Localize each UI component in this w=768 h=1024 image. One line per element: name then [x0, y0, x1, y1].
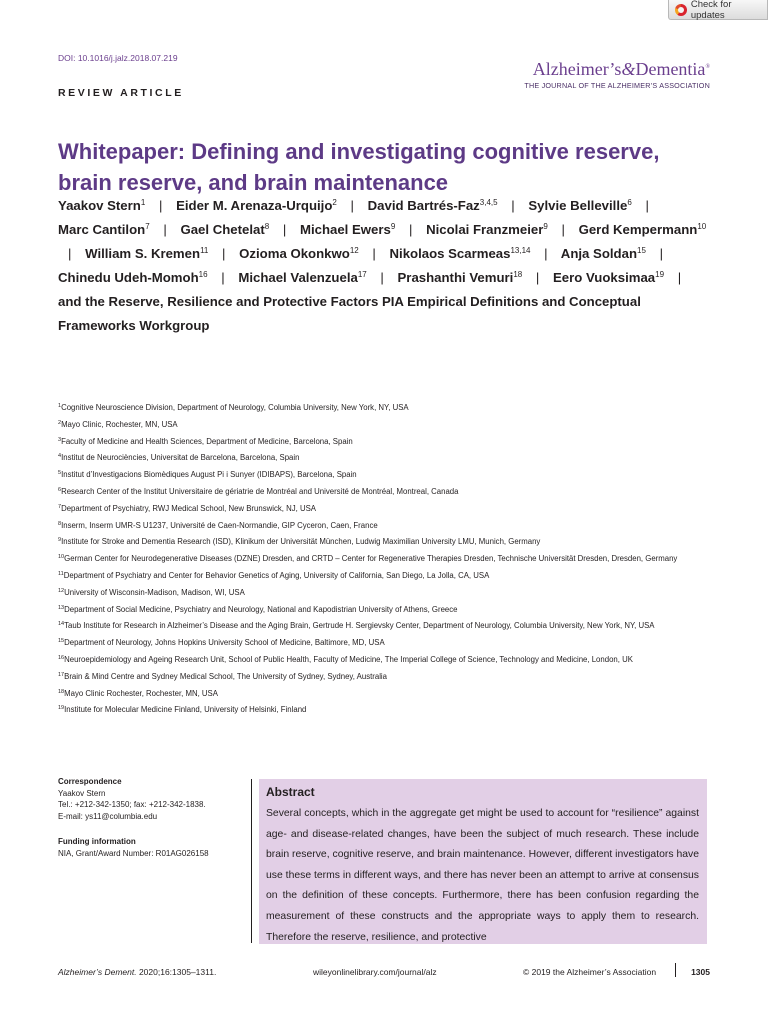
author-name: Michael Valenzuela$^{17}$	[238, 270, 367, 285]
author-name: Michael Ewers$^9$	[299, 222, 396, 237]
correspondence-email[interactable]: E-mail: ys11@columbia.edu	[58, 811, 158, 821]
author-affiliation-ref[interactable]: 2	[332, 198, 337, 207]
affiliation-item: $^4$Institut de Neurociències, Universitat de Barcelona, Barcelona, Spain	[58, 453, 300, 463]
affiliation-item: $^{18}$Mayo Clinic Rochester, Rochester, MN, USA	[58, 688, 218, 698]
author-separator: |	[645, 198, 649, 213]
author-separator: |	[221, 270, 225, 285]
author-name: Gerd Kempermann$^{10}$	[578, 222, 707, 237]
author-affiliation-ref[interactable]: 3,4,5	[479, 198, 498, 207]
author-separator: |	[535, 270, 540, 285]
check-for-updates-button[interactable]	[668, 0, 768, 20]
journal-name: Alzheimer’s&Dementia®	[532, 59, 710, 79]
affiliation-item: $^8$Inserm, Inserm UMR-S U1237, Université de Caen-Normandie, GIP Cyceron, Caen, France	[58, 520, 378, 530]
article-type: REVIEW ARTICLE	[58, 87, 184, 99]
funding-block	[58, 836, 238, 859]
author-affiliation-ref[interactable]: 18	[513, 270, 523, 279]
affiliation-item: $^{14}$Taub Institute for Research in Alzheimer’s Disease and the Aging Brain, Gertrude H. Sergievsky Center, Department of Neurology, Columbia University, New York, NY, USA	[58, 621, 655, 631]
affiliation-item: $^9$Institute for Stroke and Dementia Research (ISD), Klinikum der Universität München, Ludwig Maximilian University LMU, Munich, Germany	[58, 537, 541, 547]
affiliation-item: $^{16}$Neuroepidemiology and Ageing Research Unit, School of Public Health, Faculty of Medicine, The Imperial College of Science, Technology and Medicine, London, UK	[58, 654, 633, 664]
affiliation-item: $^6$Research Center of the Institut Universitaire de gériatrie de Montréal and Université de Montréal, Montreal, Canada	[58, 486, 459, 496]
author-separator: |	[222, 246, 226, 261]
author-separator: |	[408, 222, 413, 237]
affiliation-item: $^5$Institut d’Investigacions Biomèdiques August Pi i Sunyer (IDIBAPS), Barcelona, Spain	[58, 470, 357, 480]
author-name: Prashanthi Vemuri$^{18}$	[397, 270, 523, 285]
affiliation-item: $^3$Faculty of Medicine and Health Sciences, Department of Medicine, Barcelona, Spain	[58, 436, 353, 446]
author-name: David Bartrés-Faz$^{3,4,5}$	[367, 198, 498, 213]
author-name: Gael Chetelat$^8$	[180, 222, 270, 237]
correspondence-block	[58, 776, 238, 822]
author-separator: |	[68, 246, 72, 261]
author-affiliation-ref[interactable]: 11	[200, 246, 209, 255]
author-name: Nicolai Franzmeier$^9$	[426, 222, 548, 237]
author-affiliation-ref[interactable]: 15	[637, 246, 646, 255]
affiliation-item: $^{11}$Department of Psychiatry and Center for Behavior Genetics of Aging, University of California, San Diego, La Jolla, CA, USA	[58, 570, 490, 580]
author-affiliation-ref[interactable]: 16	[198, 270, 208, 279]
author-separator: |	[544, 246, 548, 261]
author-group-name: and the Reserve, Resilience and Protective Factors PIA Empirical Definitions and Conceptual Frameworks Workgroup	[58, 294, 641, 333]
check-for-updates-label: Check for updates	[690, 0, 732, 21]
doi-link[interactable]: DOI: 10.1016/j.jalz.2018.07.219	[58, 53, 178, 63]
author-separator: |	[350, 198, 354, 213]
author-separator: |	[163, 222, 167, 237]
affiliation-item: $^7$Department of Psychiatry, RWJ Medical School, New Brunswick, NJ, USA	[58, 503, 316, 513]
author-affiliation-ref[interactable]: 9	[543, 222, 548, 231]
affiliation-item: $^1$Cognitive Neuroscience Division, Department of Neurology, Columbia University, New York, NY, USA	[58, 403, 409, 412]
author-separator: |	[372, 246, 376, 261]
author-affiliation-ref[interactable]: 19	[655, 270, 665, 279]
abstract-heading: Abstract	[266, 785, 315, 799]
crossmark-icon	[675, 4, 687, 16]
author-separator: |	[380, 270, 384, 285]
footer-citation: Alzheimer’s Dement. 2020;16:1305–1311.	[58, 967, 217, 977]
author-affiliation-ref[interactable]: 10	[697, 222, 707, 231]
author-affiliation-ref[interactable]: 6	[627, 198, 632, 207]
author-affiliation-ref[interactable]: 12	[349, 246, 359, 255]
author-name: Eero Vuoksimaa$^{19}$	[553, 270, 665, 285]
author-name: Sylvie Belleville$^6$	[528, 198, 632, 213]
funding-text: NIA, Grant/Award Number: R01AG026158	[58, 848, 209, 858]
correspondence-phone: Tel.: +212-342-1350; fax: +212-342-1838.	[58, 800, 206, 810]
footer-url[interactable]: wileyonlinelibrary.com/journal/alz	[313, 967, 437, 977]
correspondence-name: Yaakov Stern	[58, 788, 106, 798]
sidebar-info	[58, 776, 238, 874]
abstract-text: Several concepts, which in the aggregate get might be used to account for “resilience” against age- and disease-related changes, have been the subject of much research. These include brain reserve, cognitive reserve, and brain maintenance. However, different investigators have use these terms in different ways, and there has never been an attempt to arrive at consensus on the definition of these concepts. Furthermore, there has been confusion regarding the measurement of these constructs and the appropriate ways to apply them to research. Therefore the reserve, resilience, and protective	[266, 808, 699, 943]
footer-divider	[675, 963, 676, 977]
affiliation-item: $^{13}$Department of Social Medicine, Psychiatry and Neurology, National and Kapodistrian University of Athens, Greece	[58, 604, 458, 614]
author-name: Eider M. Arenaza-Urquijo$^2$	[176, 198, 337, 213]
affiliation-item: $^{17}$Brain & Mind Centre and Sydney Medical School, The University of Sydney, Sydney, Australia	[58, 671, 387, 681]
affiliation-item: $^{15}$Department of Neurology, Johns Hopkins University School of Medicine, Baltimore, MD, USA	[58, 638, 385, 648]
funding-heading: Funding information	[58, 837, 136, 847]
author-affiliation-ref[interactable]: 9	[390, 222, 396, 231]
author-name: Anja Soldan$^{15}$	[560, 246, 646, 261]
author-name: Yaakov Stern$^1$	[58, 198, 146, 213]
affiliation-item: $^{12}$University of Wisconsin-Madison, Madison, WI, USA	[58, 587, 245, 597]
affiliation-list	[58, 401, 708, 720]
author-list	[58, 194, 718, 338]
correspondence-heading: Correspondence	[58, 777, 122, 786]
journal-logo	[524, 60, 710, 90]
author-name: Nikolaos Scarmeas$^{13,14}$	[389, 246, 531, 261]
journal-subtitle: THE JOURNAL OF THE ALZHEIMER’S ASSOCIATION	[524, 81, 710, 90]
abstract-box	[259, 779, 707, 944]
author-affiliation-ref[interactable]: 7	[145, 222, 150, 231]
affiliation-item: $^{10}$German Center for Neurodegenerative Diseases (DZNE) Dresden, and CRTD – Center for Regenerative Therapies Dresden, Technische Universität Dresden, Dresden, Germany	[58, 554, 678, 564]
author-separator: |	[561, 222, 565, 237]
page-number: 1305	[691, 967, 710, 977]
author-affiliation-ref[interactable]: 13,14	[510, 246, 531, 255]
author-separator: |	[659, 246, 664, 261]
abstract-divider	[251, 779, 252, 943]
author-separator: |	[158, 198, 163, 213]
author-affiliation-ref[interactable]: 8	[264, 222, 270, 231]
author-affiliation-ref[interactable]: 1	[140, 198, 146, 207]
author-name: Chinedu Udeh-Momoh$^{16}$	[58, 270, 208, 285]
footer-copyright: © 2019 the Alzheimer’s Association	[523, 967, 657, 977]
author-name: William S. Kremen$^{11}$	[85, 246, 209, 261]
author-separator: |	[511, 198, 515, 213]
author-name: Ozioma Okonkwo$^{12}$	[239, 246, 359, 261]
author-separator: |	[677, 270, 682, 285]
affiliation-item: $^{19}$Institute for Molecular Medicine Finland, University of Helsinki, Finland	[58, 705, 307, 715]
author-affiliation-ref[interactable]: 17	[357, 270, 367, 279]
author-separator: |	[282, 222, 287, 237]
article-title: Whitepaper: Defining and investigating cognitive reserve, brain reserve, and brain maintenance	[58, 139, 660, 195]
author-name: Marc Cantilon$^7$	[58, 222, 150, 237]
affiliation-item: $^2$Mayo Clinic, Rochester, MN, USA	[58, 419, 178, 429]
